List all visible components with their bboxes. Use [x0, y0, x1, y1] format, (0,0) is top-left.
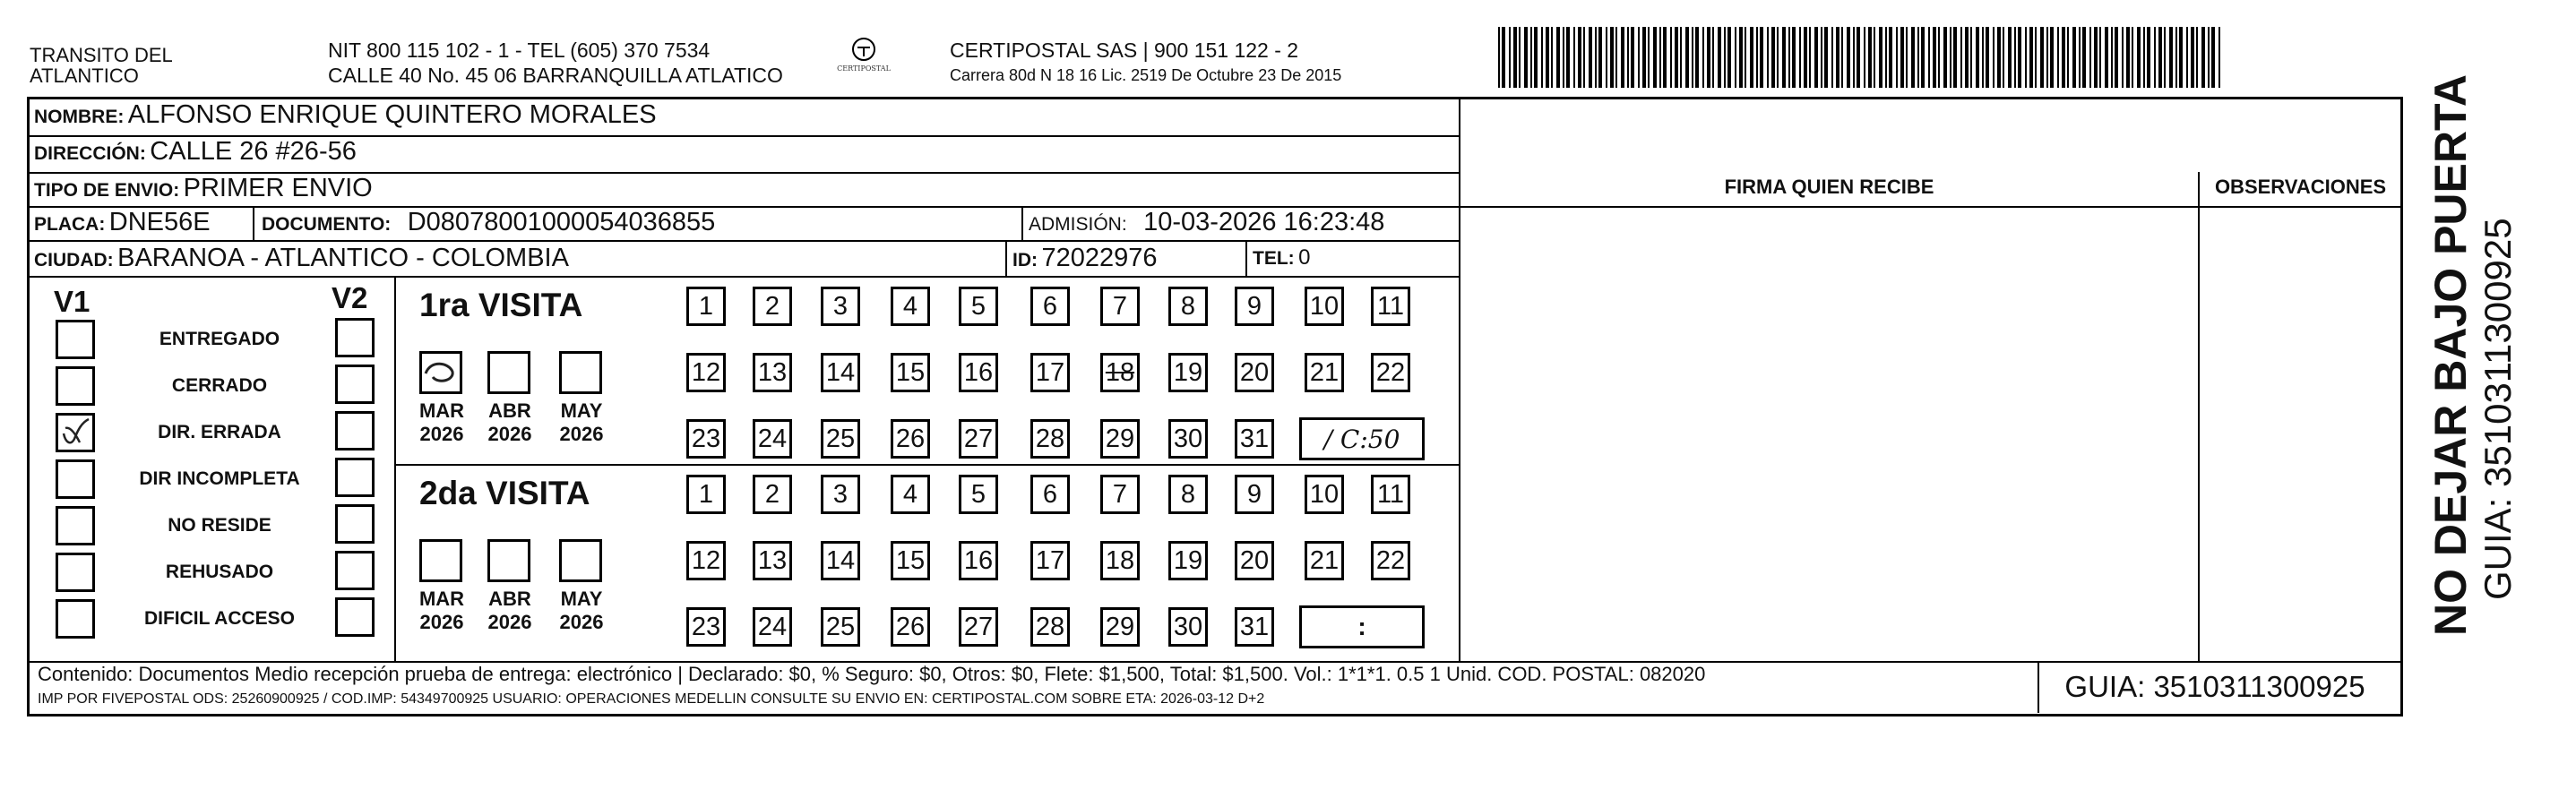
month-checkbox[interactable]: [487, 351, 530, 394]
certipostal-logo: [831, 38, 896, 88]
handwritten-check-icon: [58, 416, 94, 451]
nit-line: NIT 800 115 102 - 1 - TEL (605) 370 7534: [328, 39, 711, 62]
reason-label: DIR INCOMPLETA: [139, 468, 300, 489]
courier-line: CERTIPOSTAL SAS | 900 151 122 - 2: [950, 39, 1299, 62]
barcode: [1498, 27, 2224, 88]
day-box[interactable]: 21: [1305, 541, 1344, 580]
nombre-label: NOMBRE:: [34, 107, 125, 127]
direccion-value: CALLE 26 #26-56: [150, 137, 357, 166]
day-box[interactable]: 25: [821, 419, 860, 459]
time-box[interactable]: :: [1299, 605, 1425, 648]
v2-checkbox[interactable]: [335, 597, 375, 637]
placa-field: [34, 208, 211, 237]
day-box[interactable]: 2: [753, 475, 792, 514]
day-box[interactable]: 12: [686, 541, 726, 580]
day-box[interactable]: 11: [1371, 475, 1410, 514]
day-box[interactable]: 6: [1030, 475, 1070, 514]
side-notice: [2419, 74, 2576, 716]
courier-license: Carrera 80d N 18 16 Lic. 2519 De Octubre 23 De 2015: [950, 66, 1342, 84]
tipo-envio-field: [34, 174, 373, 203]
month-label: MAY 2026: [559, 399, 604, 445]
day-box[interactable]: 18: [1100, 353, 1140, 392]
v1-checkbox[interactable]: [56, 599, 95, 639]
month-label: ABR 2026: [487, 588, 532, 633]
tipo-envio-value: PRIMER ENVIO: [183, 174, 373, 202]
direccion-label: DIRECCIÓN:: [34, 143, 146, 164]
reason-label: DIFICIL ACCESO: [143, 608, 295, 629]
reason-label: NO RESIDE: [168, 515, 271, 536]
v2-label: V2: [332, 281, 368, 314]
ciudad-field: [34, 244, 569, 273]
side-guia: GUIA: 3510311300925: [2477, 218, 2519, 600]
observaciones-area[interactable]: [2200, 208, 2401, 661]
reason-label: REHUSADO: [165, 562, 274, 582]
admision-value: 10-03-2026 16:23:48: [1143, 208, 1385, 236]
day-box[interactable]: 4: [891, 475, 930, 514]
day-box[interactable]: 4: [891, 287, 930, 326]
reason-label: CERRADO: [171, 375, 268, 396]
day-box[interactable]: 15: [891, 541, 930, 580]
v2-checkbox[interactable]: [335, 365, 375, 404]
day-box[interactable]: 8: [1168, 475, 1208, 514]
day-box[interactable]: 7: [1100, 475, 1140, 514]
tel-value: 0: [1298, 245, 1311, 270]
month-checkbox[interactable]: [559, 351, 602, 394]
agency-contact: [328, 38, 783, 88]
day-box[interactable]: 28: [1030, 607, 1070, 647]
day-box[interactable]: 7: [1100, 287, 1140, 326]
day-box[interactable]: 18: [1100, 541, 1140, 580]
courier-info: [950, 38, 1341, 88]
day-box[interactable]: 13: [753, 353, 792, 392]
placa-label: PLACA:: [34, 214, 106, 235]
reason-label: DIR. ERRADA: [158, 422, 281, 442]
day-box[interactable]: 1: [686, 287, 726, 326]
tipo-envio-label: TIPO DE ENVIO:: [34, 180, 180, 201]
id-label: ID:: [1012, 250, 1038, 270]
address-line: CALLE 40 No. 45 06 BARRANQUILLA ATLATICO: [328, 64, 783, 87]
firma-area[interactable]: [1460, 208, 2198, 661]
v1-checkbox[interactable]: [56, 553, 95, 592]
time-box[interactable]: / C:50: [1299, 417, 1425, 460]
day-box[interactable]: 8: [1168, 287, 1208, 326]
id-value: 72022976: [1041, 244, 1158, 272]
day-box[interactable]: 14: [821, 541, 860, 580]
day-box[interactable]: 12: [686, 353, 726, 392]
v2-checkbox[interactable]: [335, 504, 375, 544]
imp-line: IMP POR FIVEPOSTAL ODS: 25260900925 / COD.IMP: 54349700925 USUARIO: OPERACIONES MEDELLIN CONSULTE SU ENVIO EN: CERTIPOSTAL.COM SOBRE ETA: 2026-03-12 D+2: [38, 691, 1265, 707]
tel-label: TEL:: [1253, 248, 1295, 269]
v2-checkbox[interactable]: [335, 551, 375, 590]
day-box[interactable]: 27: [959, 419, 998, 459]
month-label: MAR 2026: [418, 399, 465, 445]
day-box[interactable]: 29: [1100, 419, 1140, 459]
day-box[interactable]: 24: [753, 419, 792, 459]
logo-icon: [849, 38, 879, 64]
month-label: ABR 2026: [487, 399, 532, 445]
agency-name: TRANSITO DEL ATLANTICO: [30, 44, 172, 87]
day-box[interactable]: 29: [1100, 607, 1140, 647]
documento-field: [262, 208, 715, 237]
day-box[interactable]: 9: [1235, 475, 1274, 514]
month-checkbox[interactable]: [487, 539, 530, 582]
day-box[interactable]: 5: [959, 287, 998, 326]
v2-checkbox[interactable]: [335, 458, 375, 497]
v1-checkbox[interactable]: [56, 459, 95, 499]
day-box[interactable]: 16: [959, 353, 998, 392]
day-box[interactable]: 27: [959, 607, 998, 647]
day-box[interactable]: 24: [753, 607, 792, 647]
v1-checkbox[interactable]: [56, 506, 95, 545]
day-box[interactable]: 6: [1030, 287, 1070, 326]
day-box[interactable]: 17: [1030, 353, 1070, 392]
observaciones-header: OBSERVACIONES: [2214, 176, 2387, 198]
day-box[interactable]: 26: [891, 607, 930, 647]
v1-checkbox[interactable]: [56, 413, 95, 452]
month-checkbox[interactable]: [419, 539, 462, 582]
logo-text: CERTIPOSTAL: [837, 64, 891, 73]
day-box[interactable]: 23: [686, 419, 726, 459]
day-box[interactable]: 21: [1305, 353, 1344, 392]
admision-field: [1029, 208, 1384, 237]
day-box[interactable]: 15: [891, 353, 930, 392]
day-box[interactable]: 30: [1168, 607, 1208, 647]
contenido-line: Contenido: Documentos Medio recepción prueba de entrega: electrónico | Declarado: $0, % Seguro: $0, Otros: $0, Flete: $1,500, Total: $1,500. Vol.: 1*1*1. 0.5 1 Unid. COD. POSTAL: 082020: [38, 663, 1706, 685]
day-box[interactable]: 1: [686, 475, 726, 514]
month-label: MAY 2026: [559, 588, 604, 633]
direccion-field: [34, 137, 357, 167]
ciudad-label: CIUDAD:: [34, 250, 114, 270]
admision-label: ADMISIÓN:: [1029, 214, 1127, 235]
placa-value: DNE56E: [108, 208, 211, 236]
day-box[interactable]: 23: [686, 607, 726, 647]
day-box[interactable]: 25: [821, 607, 860, 647]
month-checkbox[interactable]: [419, 351, 462, 394]
day-box[interactable]: 11: [1371, 287, 1410, 326]
ciudad-value: BARANOA - ATLANTICO - COLOMBIA: [117, 244, 569, 272]
day-box[interactable]: 14: [821, 353, 860, 392]
day-box[interactable]: 2: [753, 287, 792, 326]
day-box[interactable]: 31: [1235, 419, 1274, 459]
day-box[interactable]: 5: [959, 475, 998, 514]
v2-checkbox[interactable]: [335, 411, 375, 450]
day-box[interactable]: 31: [1235, 607, 1274, 647]
month-label: MAR 2026: [418, 588, 465, 633]
day-box[interactable]: 3: [821, 287, 860, 326]
day-box[interactable]: 9: [1235, 287, 1274, 326]
day-box[interactable]: 28: [1030, 419, 1070, 459]
reason-label: ENTREGADO: [159, 329, 280, 349]
day-box[interactable]: 13: [753, 541, 792, 580]
nombre-field: [34, 100, 657, 130]
day-box[interactable]: 16: [959, 541, 998, 580]
documento-label: DOCUMENTO:: [262, 214, 392, 235]
v1-checkbox[interactable]: [56, 320, 95, 359]
day-box[interactable]: 19: [1168, 541, 1208, 580]
visit-title: 2da VISITA: [419, 475, 590, 511]
no-dejar-warning: NO DEJAR BAJO PUERTA: [2425, 74, 2476, 636]
handwritten-mark-icon: [422, 354, 461, 393]
v1-label: V1: [54, 285, 90, 318]
tel-field: [1253, 245, 1310, 270]
visit-title: 1ra VISITA: [419, 287, 583, 323]
day-box[interactable]: 10: [1305, 475, 1344, 514]
day-box[interactable]: 3: [821, 475, 860, 514]
v2-checkbox[interactable]: [335, 318, 375, 357]
documento-value: D08078001000054036855: [407, 208, 716, 236]
month-checkbox[interactable]: [559, 539, 602, 582]
day-box[interactable]: 22: [1371, 541, 1410, 580]
day-box[interactable]: 30: [1168, 419, 1208, 459]
day-box[interactable]: 26: [891, 419, 930, 459]
firma-header: FIRMA QUIEN RECIBE: [1724, 176, 1934, 198]
id-field: [1012, 244, 1157, 273]
guia-number: GUIA: 3510311300925: [2038, 661, 2391, 713]
day-box[interactable]: 22: [1371, 353, 1410, 392]
day-box[interactable]: 17: [1030, 541, 1070, 580]
day-box[interactable]: 19: [1168, 353, 1208, 392]
day-box[interactable]: 20: [1235, 541, 1274, 580]
day-box[interactable]: 10: [1305, 287, 1344, 326]
v1-checkbox[interactable]: [56, 366, 95, 406]
nombre-value: ALFONSO ENRIQUE QUINTERO MORALES: [127, 100, 657, 129]
day-box[interactable]: 20: [1235, 353, 1274, 392]
